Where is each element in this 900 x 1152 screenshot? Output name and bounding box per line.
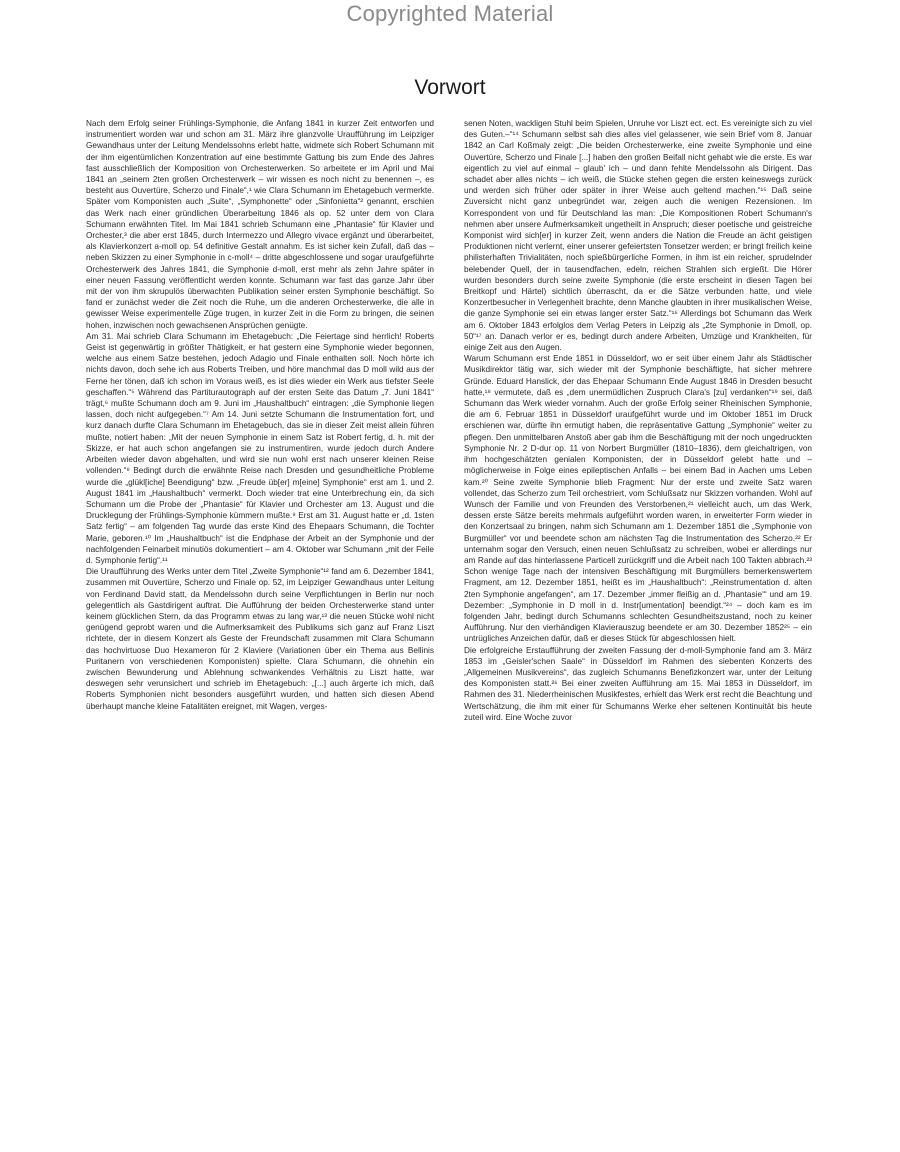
text-column-left <box>86 118 434 712</box>
paragraph: Am 31. Mai schrieb Clara Schumann im Ehetagebuch: „Die Feiertage sind herrlich! Roberts Geist ist gegenwärtig in größter Thätigkeit, er hat gestern eine Symphonie wieder begonnen, welche aus einem Satze bestehen, jedoch Adagio und Finale enthalten soll. Noch hörte ich nichts davon, doch sehe ich aus Roberts Treiben, und höre manchmal das D moll wild aus der Ferne her tönen, daß ich schon im Voraus weiß, es ist dies wieder ein Werk aus tiefster Seele geschaffen.“⁵ Während das Partiturautograph auf der ersten Seite das Datum „7. Juni 1841“ trägt,⁶ mußte Schumann doch am 9. Juni im „Haushaltbuch“ eintragen: „die Symphonie liegen lassen, doch nicht aufgegeben.“⁷ Am 14. Juni setzte Schumann die Instrumentation fort, und kurz danach durfte Clara Schumann im Ehetagebuch, das sie in dieser Zeit meist allein führen mußte, notiert haben: „Mit der neuen Symphonie in einem Satz ist Robert fertig, d. h. mit der Skizze, er hat auch schon angefangen sie zu instrumentiren, wurde jedoch durch Andere Arbeiten wieder davon abgehalten, und wird sie nun wohl erst nach unserer kleinen Reise vollenden.“⁸ Bedingt durch die erwähnte Reise nach Dresden und gesundheitliche Probleme wurde die „glükl[iche] Beendigung“ bzw. „Freude üb[er] m[eine] Symphonie“ erst am 1. und 2. August 1841 im „Haushaltbuch“ vermerkt. Doch wieder trat eine Unterbrechung ein, da sich Schumann um die Probe der „Phantasie“ für Klavier und Orchester am 13. August und die Drucklegung der Frühlings-Symphonie kümmern mußte.⁹ Erst am 31. August hatte er „d. 1sten Satz fertig“ – am folgenden Tag wurde das erste Kind des Ehepaars Schumann, die Tochter Marie, geboren.¹⁰ Im „Haushaltbuch“ ist die Endphase der Arbeit an der Symphonie und der nachfolgenden Feinarbeit minutiös dokumentiert – am 4. Oktober war Schumann „mit der Feile d. Symphonie fertig“.¹¹ <box>86 331 434 565</box>
copyright-watermark: Copyrighted Material <box>346 1 554 26</box>
text-column-right <box>464 118 812 723</box>
paragraph: Die Uraufführung des Werks unter dem Titel „Zweite Symphonie“¹² fand am 6. Dezember 1841, zusammen mit Ouvertüre, Scherzo und Finale op. 52, im Leipziger Gewandhaus unter Leitung von Ferdinand David statt, da Mendelssohn durch seine Verpflichtungen in Berlin nur noch gelegentlich als Gastdirigent auftrat. Die Aufführung der beiden Orchesterwerke stand unter keinem glücklichen Stern, da das Programm etwas zu lang war,¹³ die neuen Stücke wohl nicht genügend geprobt waren und die Aufmerksamkeit des Publikums sich ganz auf Franz Liszt richtete, der in diesem Konzert als Geste der Freundschaft zusammen mit Clara Schumann das hochvirtuose Duo Hexameron für 2 Klaviere (Variationen über ein Thema aus Bellinis Puritanern von verschiedenen Komponisten) spielte. Clara Schumann, die ohnehin ein zwischen Bewunderung und Ablehnung schwankendes Verhältnis zu Liszt hatte, war deswegen sehr verunsichert und schrieb im Ehetagebuch: „[...] auch ärgerte ich mich, daß Roberts Symphonien nicht besonders ausgeführt wurden, und hatten sich diesen Abend überhaupt manche kleine Fatalitäten ereignet, mit Wagen, verges- <box>86 567 434 711</box>
page-title: Vorwort <box>414 76 486 99</box>
paragraph: Warum Schumann erst Ende 1851 in Düsseldorf, wo er seit über einem Jahr als Städtischer Musikdirektor tätig war, sich wieder mit der Symphonie beschäftigte, hat sicher mehrere Gründe. Eduard Hanslick, der das Ehepaar Schumann Ende August 1846 in Dresden besucht hatte,¹⁸ vermutete, daß es „dem unermüdlichen Zuspruch Clara's [zu] verdanken“¹⁹ sei, daß Schumann das Werk wieder vornahm. Auch der große Erfolg seiner Rheinischen Symphonie, die am 6. Februar 1851 in Düsseldorf uraufgeführt wurde und im Oktober 1851 im Druck erschienen war, dürfte ihn ermutigt haben, die repräsentative Gattung „Symphonie“ weiter zu pflegen. Den unmittelbaren Anstoß aber gab ihm die Beschäftigung mit der noch ungedruckten Symphonie Nr. 2 D-dur op. 11 von Norbert Burgmüller (1810–1836), dem gleichaltrigen, von ihm hochgeschätzten genialen Komponisten, der in Düsseldorf gelebt hatte und – möglicherweise in Folge eines epileptischen Anfalls – bei einem Bad in Aachen ums Leben kam.²⁰ Seine zweite Symphonie blieb Fragment: Nur der erste und zweite Satz waren vollendet, das Scherzo zum Teil orchestriert, vom Schlußsatz nur Skizzen vorhanden. Wohl auf Wunsch der Familie und von Freunden des Verstorbenen,²¹ vielleicht auch, um das Werk, dessen erste Sätze bereits mehrmals aufgeführt worden waren, in erweiterter Form wieder in den Konzertsaal zu bringen, nahm sich Schumann am 1. Dezember 1851 die „Symphonie von Burgmüller“ vor und beendete schon am nächsten Tag die Instrumentation des Scherzo.²² Er unternahm sogar den Versuch, einen neuen Schlußsatz zu schreiben, wobei er allerdings nur am Rande auf das hinterlassene Particell zurückgriff und die Arbeit nach 100 Takten abbrach.²³ Schon wenige Tage nach der intensiven Beschäftigung mit Burgmüllers bemerkenswertem Fragment, am 12. Dezember 1851, heißt es im „Haushaltbuch“: „Reinstrumentation d. alten 2ten Symphonie angefangen“, am 17. Dezember „immer fleißig an d. ‚Phantasie‘“ und am 19. Dezember: „Symphonie in D moll in d. Instr[umentation] beendigt.“²⁴ – doch kam es im folgenden Jahr, bedingt durch Schumanns schlechten Gesundheitszustand, noch zu keiner Aufführung. Nur den vierhändigen Klavierauszug beendete er am 30. Dezember 1852²⁵ – ein untrügliches Anzeichen dafür, daß er dieses Stück für abgeschlossen hielt. <box>464 354 812 644</box>
paragraph: Nach dem Erfolg seiner Frühlings-Symphonie, die Anfang 1841 in kurzer Zeit entworfen und instrumentiert worden war und schon am 31. März ihre glanzvolle Uraufführung im Leipziger Gewandhaus unter der Leitung Mendelssohns erlebt hatte, widmete sich Robert Schumann mit der ihm eigentümlichen Konzentration auf eine bestimmte Gattung bis zum Ende des Jahres fast ausschließlich der Komposition von Orchesterwerken. So arbeitete er im April und Mai 1841 an „seinem 2ten großen Orchesterwerk – wir wissen es noch nicht zu benennen –, es besteht aus Ouvertüre, Scherzo und Finale“,¹ wie Clara Schumann im Ehetagebuch vermerkte. Später vom Komponisten auch „Suite“, „Symphonette“ oder „Sinfonietta“² genannt, erschien das Werk nach einer gründlichen Überarbeitung 1846 als op. 52 unter dem von Clara Schumann erwähnten Titel. Im Mai 1841 schrieb Schumann eine „Phantasie“ für Klavier und Orchester,³ die aber erst 1845, durch Intermezzo und Allegro vivace ergänzt und überarbeitet, als Klavierkonzert a-moll op. 54 definitive Gestalt annahm. Es ist sicher kein Zufall, daß das – neben Skizzen zu einer Symphonie in c-moll⁴ – dritte abgeschlossene und sogar uraufgeführte Orchesterwerk des Jahres 1841, die Symphonie d-moll, erst mehr als zehn Jahre später in einer neuen Fassung veröffentlicht werden konnte. Schumann war fast das ganze Jahr über mit der von ihm skrupulös überwachten Publikation seiner ersten Symphonie beschäftigt. So fand er zunächst weder die Zeit noch die Ruhe, um die anderen Orchesterwerke, die alle in gewisser Weise experimentelle Züge trugen, in kurzer Zeit in die Form zu bringen, die seinen hohen, inzwischen noch gewachsenen Ansprüchen genügte. <box>86 119 434 330</box>
paragraph: senen Noten, wackligen Stuhl beim Spielen, Unruhe vor Liszt ect. ect. Es vereinigte sich zu viel des Guten.–“¹⁴ Schumann selbst sah dies alles viel gelassener, wie sein Brief vom 8. Januar 1842 an Carl Koßmaly zeigt: „Die beiden Orchesterwerke, eine zweite Symphonie und eine Ouvertüre, Scherzo und Finale [...] haben den großen Beifall nicht gehabt wie die erste. Es war eigentlich zu viel auf einmal – glaub' ich – und dann fehlte Mendelssohn als Dirigent. Das schadet aber alles nichts – ich weiß, die Stücke stehen gegen die ersten keineswegs zurück und werden sich früher oder später in ihrer Weise auch geltend machen.“¹⁵ Daß seine Zuversicht nicht ganz unbegründet war, zeigen auch die wenigen Rezensionen. Im Korrespondent von und für Deutschland las man: „Die Kompositionen Robert Schumann's nehmen aber unsere Aufmerksamkeit ungetheilt in Anspruch; dieser poetische und geistreiche Komponist wird sich[er] in kurzer Zeit, wenn anders die Nation die Freude an ächt geistigen Produktionen nicht verlernt, einer unserer gefeiertsten Tonsetzer werden; er bringt freilich keine philisterhaften Trivialitäten, noch spießbürgerliche Formen, in ihm ist ein reicher, sprudelnder belebender Quell, der in tausendfachen, edeln, reichen Strahlen sich ergießt. Die Hörer wurden besonders durch seine zweite Symphonie (die erste erscheint in diesen Tagen bei Breitkopf und Härtel) sichtlich überrascht, da er die Sätze verbunden hatte, und viele Konzertbesucher in Verlegenheit brachte, denn Manche glaubten in ihrer musikalischen Weise, die ganze Symphonie sei ein etwas langer erster Satz.“¹⁶ Allerdings bot Schumann das Werk am 6. Oktober 1843 erfolglos dem Verlag Peters in Leipzig als „2te Symphonie in Dmoll, op. 50“¹⁷ an. Danach verlor er es, bedingt durch andere Arbeiten, Umzüge und Krankheiten, für einige Zeit aus den Augen. <box>464 119 812 353</box>
paragraph: Die erfolgreiche Erstaufführung der zweiten Fassung der d-moll-Symphonie fand am 3. März 1853 im „Geisler'schen Saale“ in Düsseldorf im Rahmen des siebenten Konzerts des „Allgemeinen Musikvereins“, das zugleich Schumanns Benefizkonzert war, unter der Leitung des Komponisten statt.²⁶ Bei einer zweiten Aufführung am 15. Mai 1853 in Düsseldorf, im Rahmen des 31. Niederrheinischen Musikfestes, erhielt das Werk erst recht die Beachtung und Wertschätzung, die ihm mit einer für Schumanns Werke eher seltenen Kontinuität bis heute zuteil wird. Eine Woche zuvor <box>464 645 812 722</box>
